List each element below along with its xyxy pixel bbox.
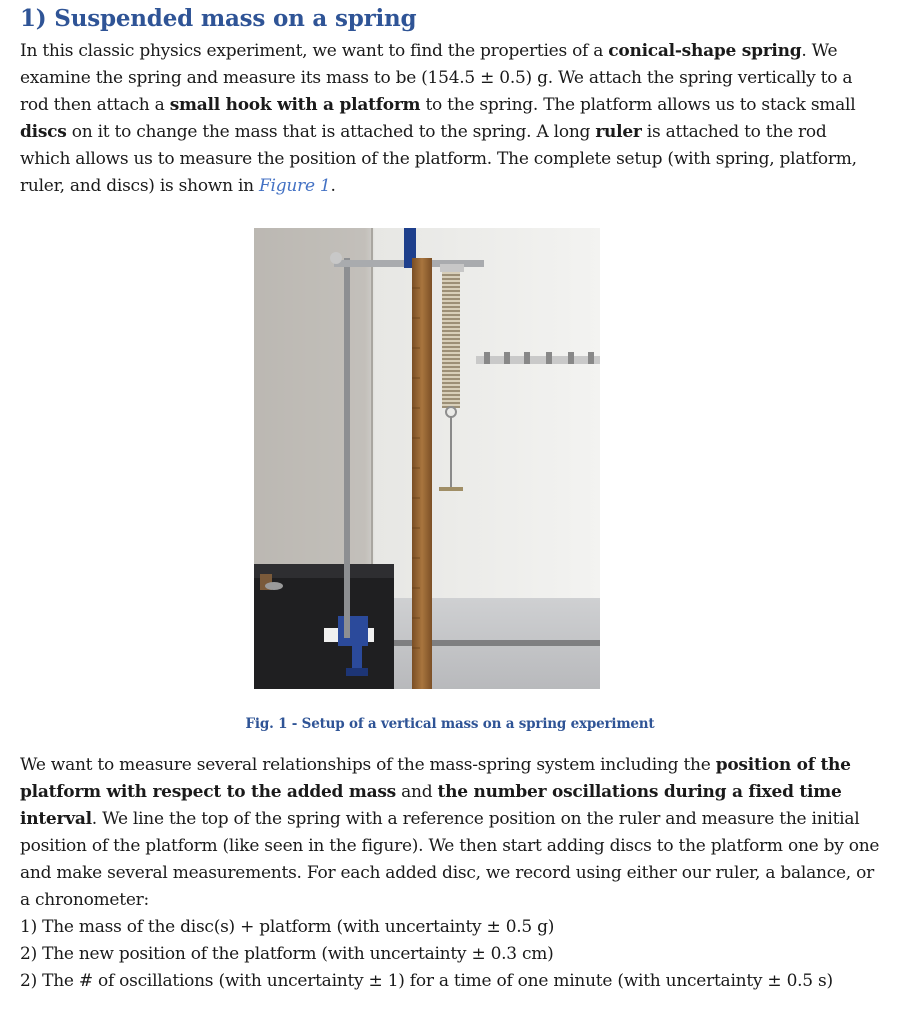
- list-item: 2) The # of oscillations (with uncertainty ± 1) for a time of one minute (with uncertainty ± 0.5 s): [20, 971, 833, 991]
- body-section: [20, 752, 882, 995]
- intro-text: In this classic physics experiment, we want to find the properties of a: [20, 41, 609, 61]
- body-bold-oscillations: the number oscillations during a fixed time interval: [20, 782, 842, 829]
- support-rod: [344, 258, 350, 638]
- figure-caption: Fig. 1 - Setup of a vertical mass on a spring experiment: [245, 716, 655, 732]
- platform: [439, 487, 463, 491]
- body-paragraph: [20, 752, 882, 914]
- intro-bold-hook: small hook with a platform: [169, 95, 421, 115]
- intro-text: .: [330, 176, 336, 196]
- intro-text: to the spring. The platform allows us to stack small: [420, 95, 856, 115]
- list-item: 1) The mass of the disc(s) + platform (with uncertainty ± 0.5 g): [20, 917, 555, 937]
- figure-reference-link[interactable]: Figure 1: [259, 176, 331, 196]
- body-text: and: [395, 782, 438, 802]
- spring-setup-illustration: [254, 228, 600, 689]
- intro-bold-spring: conical-shape spring: [608, 41, 802, 61]
- section-title: 1) Suspended mass on a spring: [20, 5, 417, 32]
- intro-text: on it to change the mass that is attached to the spring. A long: [66, 122, 596, 142]
- body-text: . We line the top of the spring with a reference position on the ruler and measure the initial position of the platform (like seen in the figure). We then start adding discs to the platform one by one and make several measurements. For each added disc, we record using either our ruler, a balance, or a chronometer:: [20, 809, 880, 910]
- intro-bold-discs: discs: [20, 122, 67, 142]
- intro-bold-ruler: ruler: [595, 122, 642, 142]
- concrete-panel: [254, 228, 372, 578]
- body-text: We want to measure several relationships of the mass-spring system including the: [20, 755, 716, 775]
- ruler: [412, 258, 432, 689]
- spring: [442, 272, 460, 408]
- figure-1-photo: [254, 228, 600, 689]
- body-bold-position: position of the platform with respect to the added mass: [20, 755, 851, 802]
- measurement-list: [20, 914, 882, 995]
- intro-paragraph: [20, 38, 880, 200]
- document-page: [20, 0, 880, 991]
- intro-text: . We examine the spring and measure its mass to be (154.5 ± 0.5) g. We attach the spring vertically to a rod then attach a: [20, 41, 853, 115]
- intro-text: is attached to the rod which allows us to measure the position of the platform. The complete setup (with spring, platform, ruler, and discs) is shown in: [20, 122, 857, 196]
- list-item: 2) The new position of the platform (with uncertainty ± 0.3 cm): [20, 944, 554, 964]
